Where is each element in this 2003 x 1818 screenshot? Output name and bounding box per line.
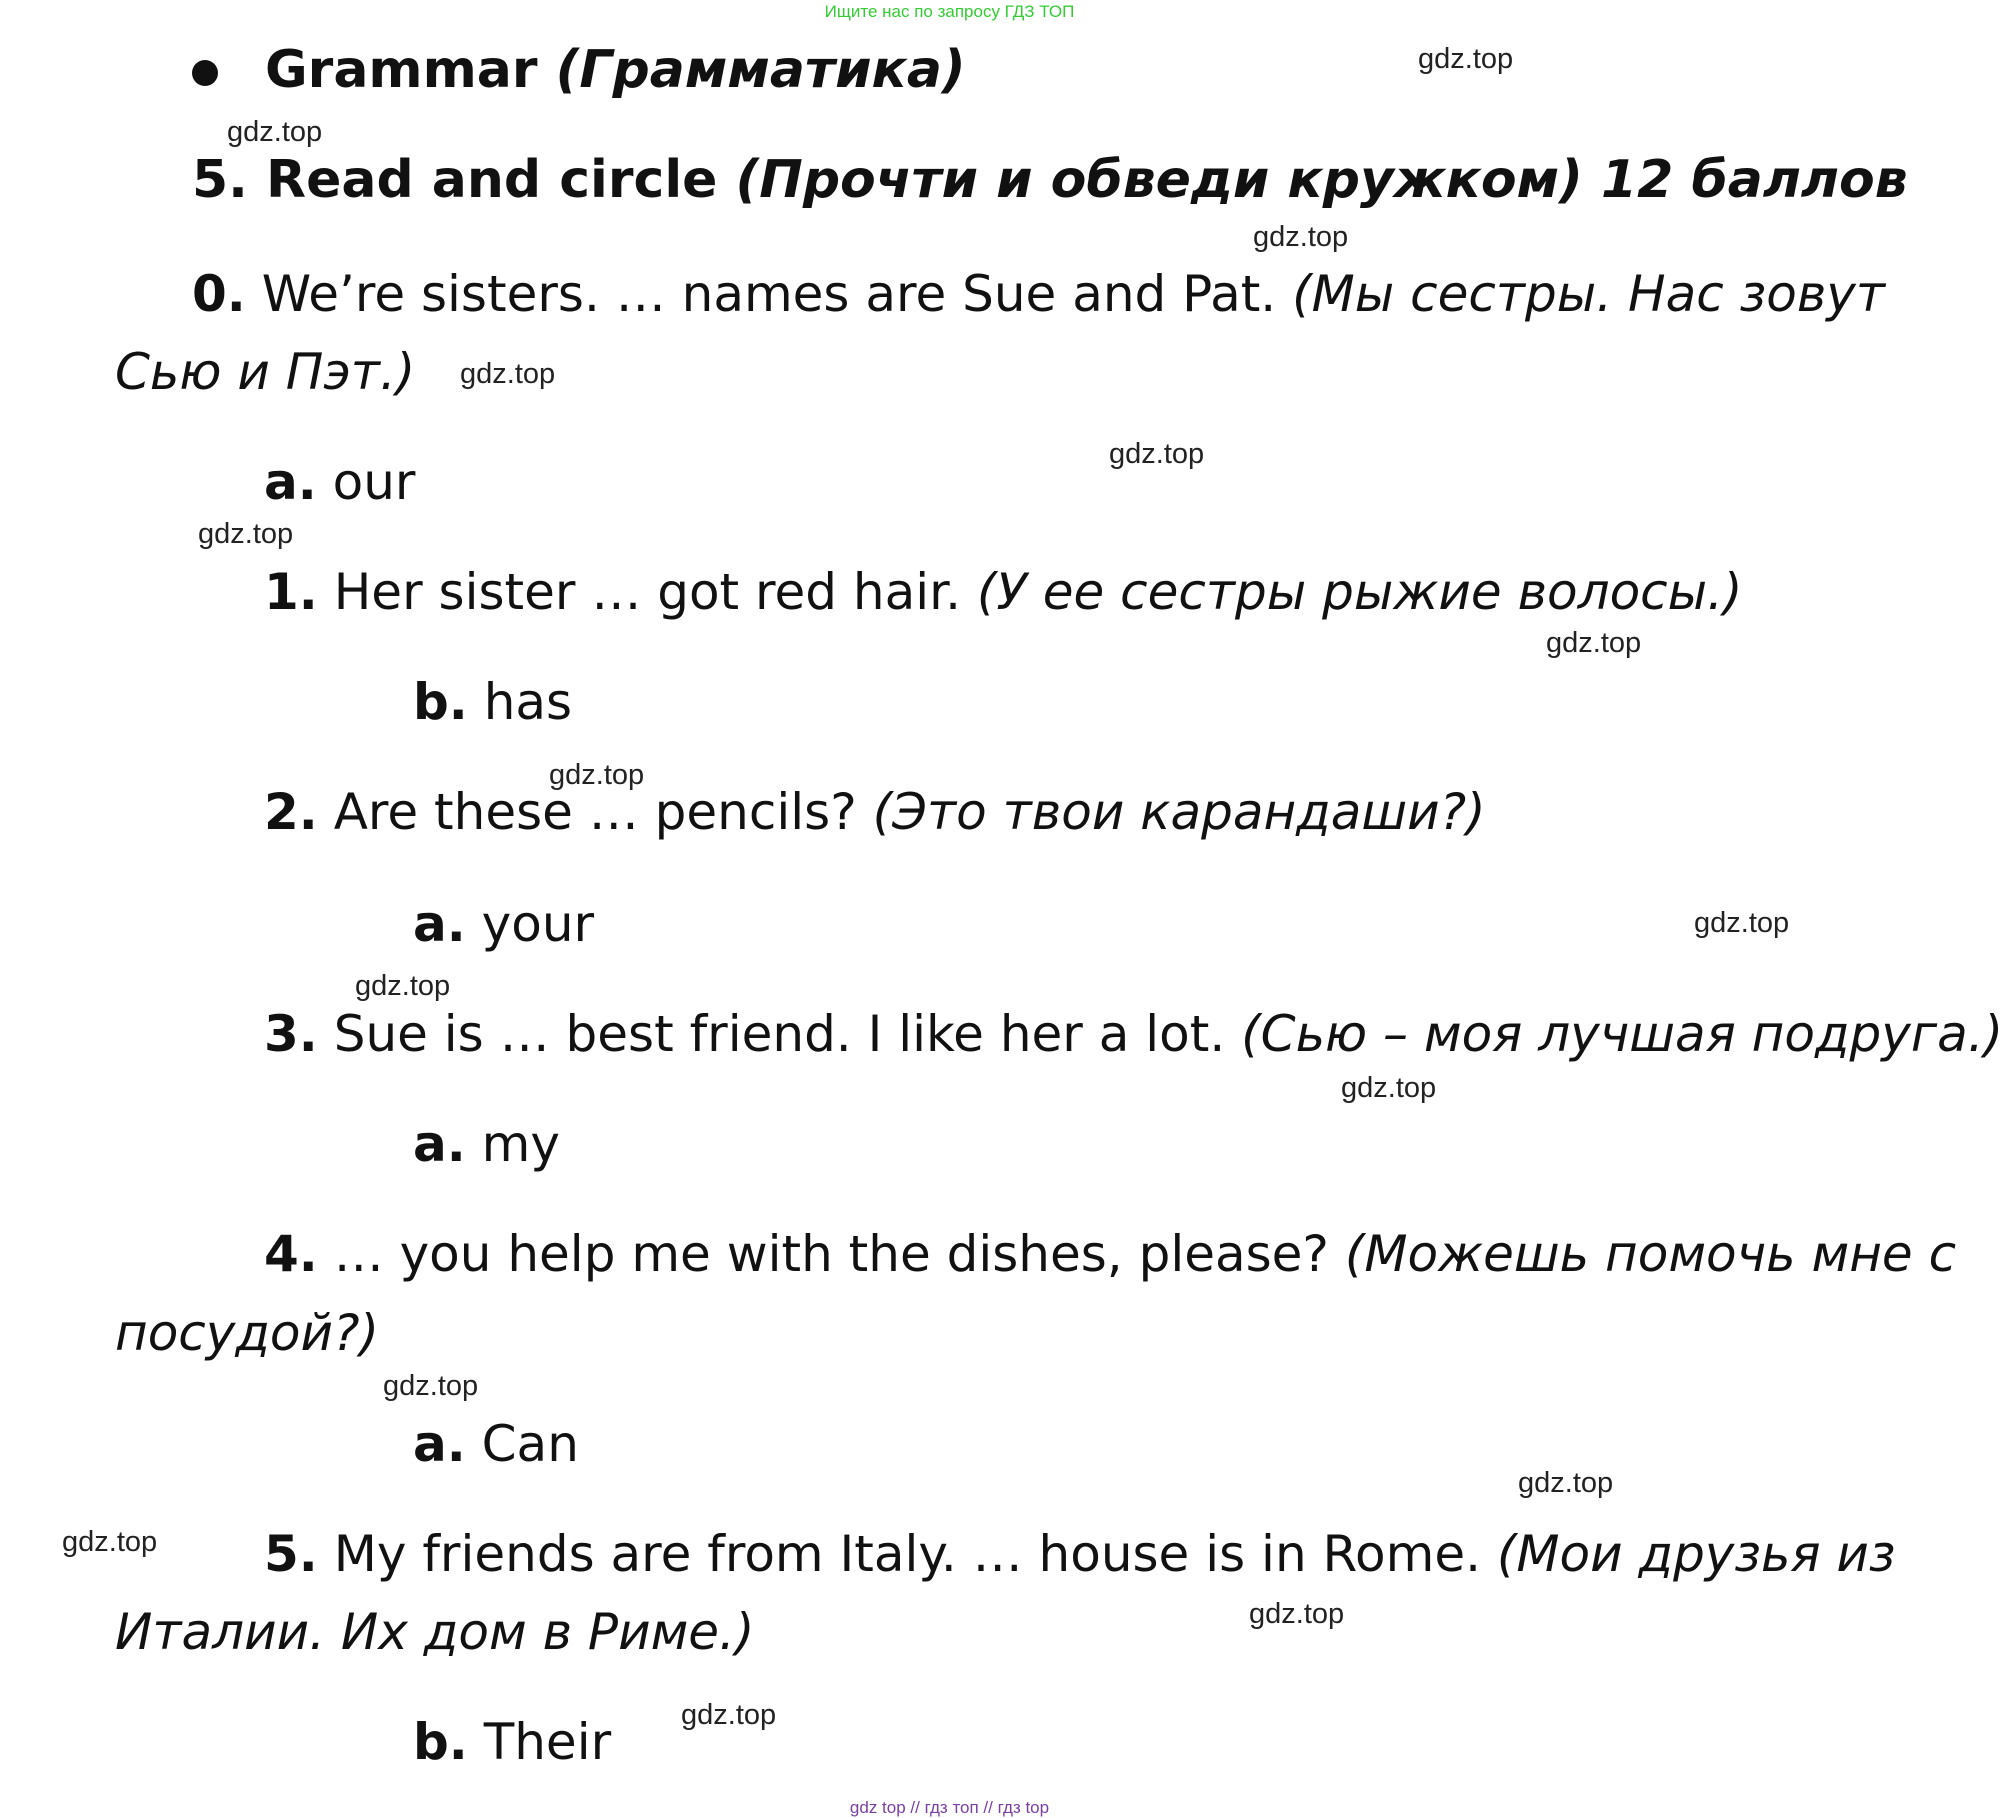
question-4-text: … you help me with the dishes, please? bbox=[333, 1225, 1329, 1283]
answer-0-letter: a. bbox=[264, 453, 317, 511]
watermark: gdz.top bbox=[1418, 43, 1514, 75]
question-4 bbox=[264, 1224, 1956, 1284]
question-3 bbox=[264, 1004, 2003, 1064]
answer-3 bbox=[413, 1114, 560, 1174]
answer-4-word: Can bbox=[481, 1415, 579, 1473]
question-2-translation-1: (Это твои карандаши?) bbox=[872, 783, 1486, 841]
answer-5-word: Their bbox=[483, 1713, 612, 1771]
question-1-translation-1: (У ее сестры рыжие волосы.) bbox=[976, 563, 1743, 621]
watermark: gdz.top bbox=[383, 1370, 479, 1402]
grammar-heading-en: Grammar bbox=[265, 40, 538, 100]
question-5-number: 5. bbox=[264, 1525, 318, 1583]
answer-0 bbox=[264, 452, 415, 512]
watermark: gdz.top bbox=[1109, 438, 1205, 470]
grammar-heading bbox=[265, 40, 966, 100]
question-5 bbox=[264, 1524, 1896, 1584]
question-5-translation-2: Италии. Их дом в Риме.) bbox=[115, 1603, 755, 1661]
watermark: gdz.top bbox=[62, 1526, 158, 1558]
watermark: gdz.top bbox=[1253, 221, 1349, 253]
answer-2-letter: a. bbox=[413, 895, 466, 953]
answer-1-letter: b. bbox=[413, 673, 468, 731]
question-4-number: 4. bbox=[264, 1225, 318, 1283]
question-0-translation-2: Сью и Пэт.) bbox=[115, 343, 416, 401]
watermark: gdz.top bbox=[355, 970, 451, 1002]
question-3-text: Sue is … best friend. I like her a lot. bbox=[333, 1005, 1226, 1063]
watermark: gdz.top bbox=[681, 1699, 777, 1731]
top-banner: Ищите нас по запросу ГДЗ ТОП bbox=[824, 2, 1075, 21]
question-1 bbox=[264, 562, 1743, 622]
answer-5 bbox=[413, 1712, 611, 1772]
answer-1 bbox=[413, 672, 572, 732]
answer-4 bbox=[413, 1414, 579, 1474]
answer-2 bbox=[413, 894, 594, 954]
answer-3-letter: a. bbox=[413, 1115, 466, 1173]
question-5-text: My friends are from Italy. … house is in Rome. bbox=[333, 1525, 1481, 1583]
answer-1-word: has bbox=[483, 673, 573, 731]
watermark: gdz.top bbox=[1518, 1467, 1614, 1499]
question-0 bbox=[192, 264, 1885, 324]
answer-2-word: your bbox=[481, 895, 595, 953]
watermark: gdz.top bbox=[198, 518, 294, 550]
task-label-ru: (Прочти и обведи кружком) 12 баллов bbox=[735, 150, 1908, 210]
footer: gdz top // гдз топ // гдз top bbox=[849, 1798, 1050, 1817]
question-1-number: 1. bbox=[264, 563, 318, 621]
task-title bbox=[192, 150, 1908, 210]
answer-0-word: our bbox=[332, 453, 416, 511]
answer-4-letter: a. bbox=[413, 1415, 466, 1473]
watermark: gdz.top bbox=[1249, 1598, 1345, 1630]
watermark: gdz.top bbox=[1694, 907, 1790, 939]
question-2 bbox=[264, 782, 1486, 842]
question-2-number: 2. bbox=[264, 783, 318, 841]
watermark: gdz.top bbox=[460, 358, 556, 390]
question-0-text: We’re sisters. … names are Sue and Pat. bbox=[261, 265, 1277, 323]
grammar-heading-ru: (Грамматика) bbox=[555, 40, 966, 100]
watermark: gdz.top bbox=[549, 759, 645, 791]
watermark: gdz.top bbox=[1341, 1072, 1437, 1104]
question-1-text: Her sister … got red hair. bbox=[333, 563, 961, 621]
question-4-translation-1: (Можешь помочь мне с bbox=[1344, 1225, 1957, 1283]
answer-3-word: my bbox=[481, 1115, 560, 1173]
answer-5-letter: b. bbox=[413, 1713, 468, 1771]
question-2-text: Are these … pencils? bbox=[333, 783, 857, 841]
question-0-number: 0. bbox=[192, 265, 246, 323]
question-3-translation-1: (Сью – моя лучшая подруга.) bbox=[1241, 1005, 2003, 1063]
question-0-translation-1: (Мы сестры. Нас зовут bbox=[1292, 265, 1885, 323]
question-3-number: 3. bbox=[264, 1005, 318, 1063]
bullet-icon bbox=[192, 60, 218, 86]
question-5-translation-1: (Мои друзья из bbox=[1496, 1525, 1896, 1583]
task-label: 5. Read and circle bbox=[192, 150, 718, 210]
watermark: gdz.top bbox=[227, 116, 323, 148]
question-4-translation-2: посудой?) bbox=[115, 1304, 380, 1362]
watermark: gdz.top bbox=[1546, 627, 1642, 659]
